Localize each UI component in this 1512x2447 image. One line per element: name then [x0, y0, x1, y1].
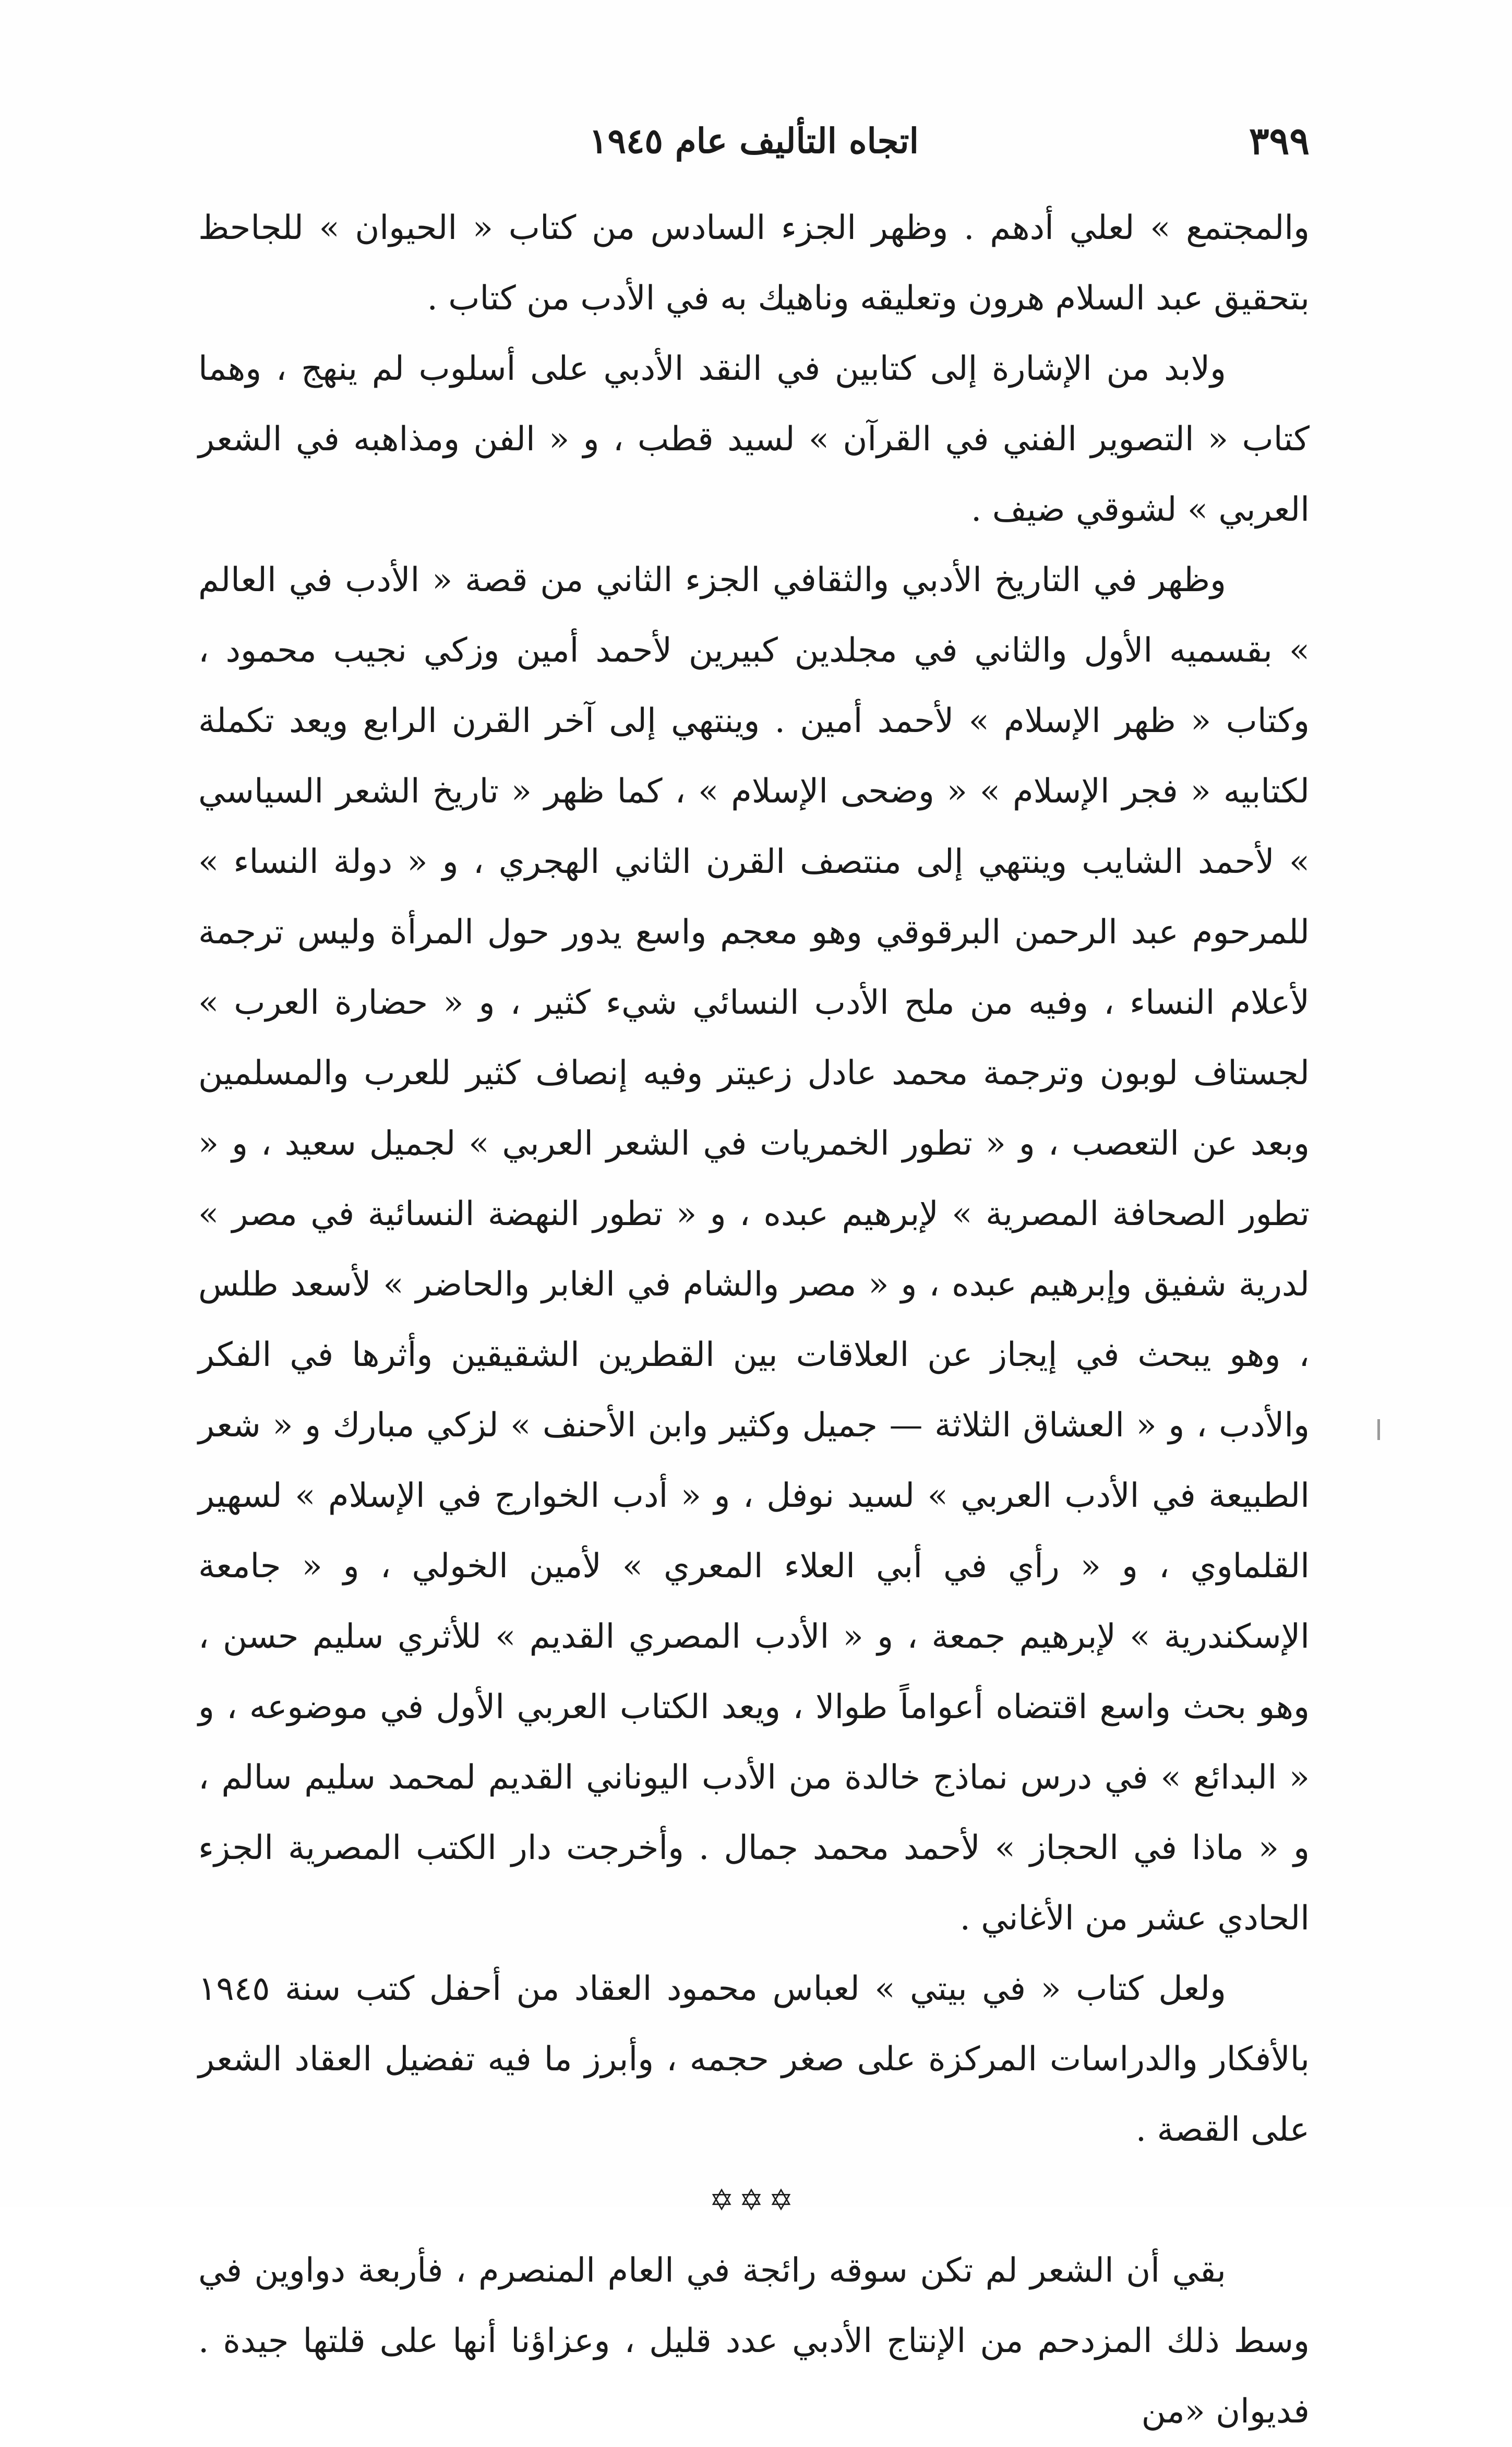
running-title: اتجاه التأليف عام ١٩٤٥	[589, 121, 919, 161]
section-separator: ✡✡✡	[709, 2184, 799, 2217]
paragraph-5: بقي أن الشعر لم تكن سوقه رائجة في العام المنصرم ، فأربعة دواوين في وسط ذلك المزدحم من الإنتاج الأدبي عدد قليل ، وعزاؤنا أنها على قلتها جيدة . فديوان «من	[198, 2251, 1310, 2431]
paragraph-1: والمجتمع » لعلي أدهم . وظهر الجزء السادس من كتاب « الحيوان » للجاحظ بتحقيق عبد السلام هرون وتعليقه وناهيك به في الأدب من كتاب .	[198, 209, 1310, 318]
page-number: ٣٩٩	[1249, 118, 1310, 163]
body-text	[198, 193, 1310, 2447]
margin-mark	[1377, 1419, 1380, 1440]
paragraph-3: وظهر في التاريخ الأدبي والثقافي الجزء الثاني من قصة « الأدب في العالم » بقسميه الأول والثاني في مجلدين كبيرين لأحمد أمين وزكي نجيب محمود ، وكتاب « ظهر الإسلام » لأحمد أمين . وينتهي إلى آخر القرن الرابع ويعد تكملة لكتابيه « فجر الإسلام » « وضحى الإسلام » ، كما ظهر « تاريخ الشعر السياسي » لأحمد الشايب وينتهي إلى منتصف القرن الثاني الهجري ، و « دولة النساء » للمرحوم عبد الرحمن البرقوقي وهو معجم واسع يدور حول المرأة وليس ترجمة لأعلام النساء ، وفيه من ملح الأدب النسائي شيء كثير ، و « حضارة العرب » لجستاف لوبون وترجمة محمد عادل زعيتر وفيه إنصاف كثير للعرب والمسلمين وبعد عن التعصب ، و « تطور الخمريات في الشعر العربي » لجميل سعيد ، و « تطور الصحافة المصرية » لإبرهيم عبده ، و « تطور النهضة النسائية في مصر » لدرية شفيق وإبرهيم عبده ، و « مصر والشام في الغابر والحاضر » لأسعد طلس ، وهو يبحث في إيجاز عن العلاقات بين القطرين الشقيقين وأثرها في الفكر والأدب ، و « العشاق الثلاثة — جميل وكثير وابن الأحنف » لزكي مبارك و « شعر الطبيعة في الأدب العربي » لسيد نوفل ، و « أدب الخوارج في الإسلام » لسهير القلماوي ، و « رأي في أبي العلاء المعري » لأمين الخولي ، و « جامعة الإسكندرية » لإبرهيم جمعة ، و « الأدب المصري القديم » للأثري سليم حسن ، وهو بحث واسع اقتضاه أعواماً طوالا ، ويعد الكتاب العربي الأول في موضوعه ، و « البدائع » في درس نماذج خالدة من الأدب اليوناني القديم لمحمد سليم سالم ، و « ماذا في الحجاز » لأحمد محمد جمال . وأخرجت دار الكتب المصرية الجزء الحادي عشر من الأغاني .	[198, 561, 1310, 1938]
paragraph-4: ولعل كتاب « في بيتي » لعباس محمود العقاد من أحفل كتب سنة ١٩٤٥ بالأفكار والدراسات المركزة على صغر حجمه ، وأبرز ما فيه تفضيل العقاد الشعر على القصة .	[198, 1970, 1310, 2149]
paragraph-2: ولابد من الإشارة إلى كتابين في النقد الأدبي على أسلوب لم ينهج ، وهما كتاب « التصوير الفني في القرآن » لسيد قطب ، و « الفن ومذاهبه في الشعر العربي » لشوقي ضيف .	[198, 350, 1310, 529]
page-header	[198, 112, 1310, 170]
